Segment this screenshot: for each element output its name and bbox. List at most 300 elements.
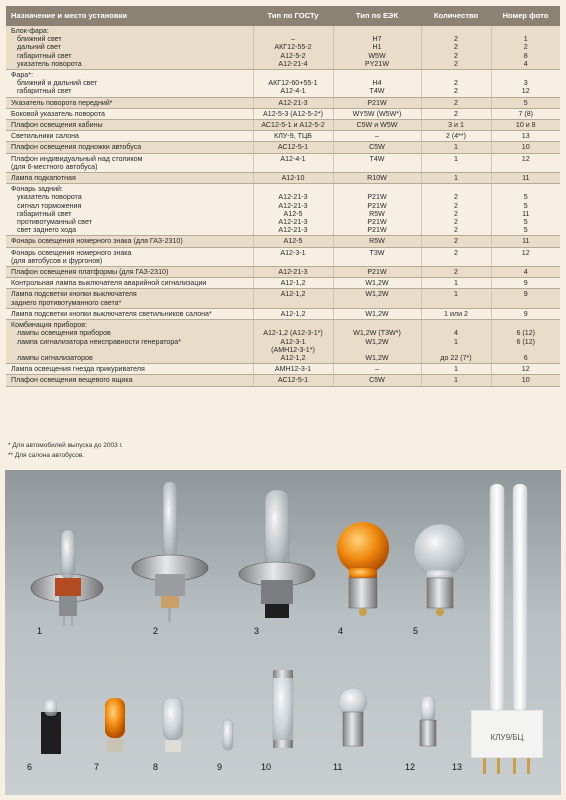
cell-eec: [333, 278, 421, 289]
cell-line: T4W: [369, 154, 385, 163]
cell-line: C5W: [369, 143, 385, 152]
cell-line: P21W: [367, 98, 387, 107]
cell-line: А12-21-3: [278, 98, 308, 107]
cell-photo: [491, 320, 560, 364]
cell-photo: [491, 120, 560, 131]
cell-photo: [491, 247, 560, 266]
cell-line: 1: [454, 143, 458, 152]
cell-quantity: [421, 142, 491, 153]
cell-line: Указатель поворота передний*: [11, 98, 113, 107]
cell-line: 2: [454, 35, 458, 44]
lamp-11-r5w: [339, 688, 367, 746]
photo-label-7: 7: [94, 762, 100, 772]
photo-label-12: 12: [405, 762, 416, 772]
lamp-13-marking: КЛУ9/БЦ: [490, 733, 524, 742]
cell-quantity: [421, 236, 491, 247]
cell-line: КЛУ-9, ТЦБ: [274, 132, 312, 141]
cell-gost: [253, 184, 333, 236]
table-row: [6, 173, 560, 184]
cell-quantity: [421, 97, 491, 108]
cell-line: 1: [454, 290, 458, 299]
cell-line: W1,2W: [365, 353, 389, 362]
cell-quantity: [421, 289, 491, 308]
cell-quantity: [421, 364, 491, 375]
cell-photo: [491, 153, 560, 172]
cell-line: [256, 321, 331, 329]
cell-purpose: [6, 97, 253, 108]
cell-line: 4: [454, 329, 458, 338]
cell-line: 5: [523, 201, 528, 210]
cell-line: (для 6-местного автобуса): [11, 162, 98, 171]
cell-line: [424, 321, 489, 329]
footnote-1: * Для автомобилей выпуска до 2003 г.: [8, 442, 123, 449]
cell-eec: [333, 70, 421, 98]
cell-line: 2: [454, 226, 458, 235]
cell-gost: [253, 278, 333, 289]
cell-line: 2: [454, 193, 458, 202]
cell-line: 2: [454, 87, 458, 96]
cell-purpose: [6, 108, 253, 119]
cell-eec: [333, 247, 421, 266]
table-row: [6, 184, 560, 236]
cell-photo: [491, 97, 560, 108]
cell-gost: [253, 142, 333, 153]
cell-eec: [333, 153, 421, 172]
cell-line: [424, 71, 489, 79]
cell-line: указатель поворота: [17, 59, 82, 68]
cell-line: [494, 346, 559, 354]
table-row: [6, 120, 560, 131]
cell-line: АМН12-3-1: [274, 365, 312, 374]
cell-line: 9: [523, 290, 528, 299]
cell-purpose: [6, 131, 253, 142]
cell-eec: [333, 173, 421, 184]
cell-photo: [491, 308, 560, 319]
photo-label-2: 2: [153, 626, 159, 636]
cell-line: указатель поворота: [17, 193, 82, 202]
table-row: [6, 247, 560, 266]
lamp-13-klu: [471, 484, 543, 774]
lamp-2-h1: [132, 482, 208, 622]
cell-line: T3W: [369, 248, 385, 257]
cell-purpose: [6, 120, 253, 131]
cell-eec: [333, 26, 421, 70]
cell-photo: [491, 267, 560, 278]
cell-gost: [253, 289, 333, 308]
cell-eec: [333, 289, 421, 308]
lamp-12-t4w: [420, 696, 436, 746]
cell-gost: [253, 375, 333, 386]
cell-line: Фонарь задний:: [11, 185, 63, 194]
cell-quantity: [421, 153, 491, 172]
cell-line: 1: [454, 376, 458, 385]
cell-eec: [333, 97, 421, 108]
cell-line: Плафон освещения платформы (для ГАЗ-2310): [11, 268, 169, 277]
cell-photo: [491, 173, 560, 184]
cell-line: А12-5-2: [280, 51, 306, 60]
cell-quantity: [421, 375, 491, 386]
cell-line: Лампа подсветки кнопки выключателя светильников салона*: [11, 309, 212, 318]
cell-line: 2: [454, 248, 458, 257]
cell-line: P21W: [367, 218, 387, 227]
lamp-10-c5w: [273, 670, 293, 748]
cell-line: 1: [523, 35, 528, 44]
cell-gost: [253, 131, 333, 142]
cell-line: [494, 27, 559, 35]
cell-line: C5W: [369, 376, 385, 385]
cell-line: –: [291, 35, 295, 44]
cell-line: 5: [523, 98, 528, 107]
cell-line: 6 (12): [516, 337, 536, 346]
cell-purpose: [6, 247, 253, 266]
photo-label-9: 9: [217, 762, 223, 772]
table-row: [6, 108, 560, 119]
cell-quantity: [421, 278, 491, 289]
cell-eec: [333, 108, 421, 119]
cell-eec: [333, 120, 421, 131]
cell-photo: [491, 142, 560, 153]
cell-quantity: [421, 131, 491, 142]
cell-line: [424, 27, 489, 35]
cell-line: Лампа подкапотная: [11, 174, 76, 183]
cell-line: АС12-5-1: [277, 143, 309, 152]
cell-line: Блок-фара:: [11, 27, 49, 35]
table-header-row: [6, 6, 560, 26]
cell-line: [336, 71, 419, 79]
cell-purpose: [6, 142, 253, 153]
cell-purpose: [6, 173, 253, 184]
cell-line: сигнал торможения: [17, 201, 82, 210]
cell-line: АКГ12-60+55-1: [268, 79, 318, 88]
cell-line: 11: [522, 209, 530, 218]
cell-line: А12-1,2 (А12-3-1*): [263, 329, 323, 338]
cell-line: Фонарь освещения номерного знака: [11, 248, 132, 257]
cell-line: 1: [454, 174, 458, 183]
cell-line: А12-5: [283, 209, 303, 218]
cell-line: W1,2W: [365, 337, 389, 346]
photo-label-1: 1: [37, 626, 43, 636]
cell-quantity: [421, 247, 491, 266]
cell-gost: [253, 108, 333, 119]
cell-line: Плафон освещения вещевого ящика: [11, 376, 133, 385]
cell-line: 10: [521, 143, 530, 152]
cell-eec: [333, 236, 421, 247]
lamp-9-w1-2w: [223, 720, 233, 750]
cell-line: А12-3-1: [280, 248, 306, 257]
cell-line: WY5W (W5W*): [352, 109, 402, 118]
cell-line: T4W: [369, 87, 385, 96]
cell-line: 2 (4**): [445, 132, 467, 141]
cell-purpose: [6, 289, 253, 308]
cell-line: ближний свет: [17, 35, 62, 44]
lamp-1-h7: [31, 530, 103, 626]
cell-line: заднего противотуманного света*: [11, 298, 122, 307]
cell-line: дальний свет: [17, 43, 61, 52]
cell-line: 12: [521, 248, 530, 257]
cell-line: 13: [521, 132, 530, 141]
col-header-purpose: Назначение и место установки: [6, 6, 253, 26]
cell-photo: [491, 131, 560, 142]
table-row: [6, 131, 560, 142]
cell-eec: [333, 308, 421, 319]
cell-line: P21W: [367, 193, 387, 202]
cell-line: 1: [454, 337, 458, 346]
lamp-5-p21w: [414, 524, 466, 616]
cell-quantity: [421, 173, 491, 184]
cell-line: 5: [523, 226, 528, 235]
cell-line: PY21W: [364, 59, 390, 68]
cell-line: 1: [454, 154, 458, 163]
cell-line: А12-5-3 (А12-5-2*): [263, 109, 323, 118]
cell-line: W5W: [368, 51, 386, 60]
cell-line: H4: [372, 79, 382, 88]
cell-line: до 22 (7*): [440, 353, 472, 362]
cell-quantity: [421, 184, 491, 236]
cell-purpose: [6, 236, 253, 247]
cell-line: Лампа подсветки кнопки выключателя: [11, 290, 137, 299]
cell-line: Плафон освещения подножки автобуса: [11, 143, 142, 152]
cell-quantity: [421, 26, 491, 70]
cell-line: [336, 27, 419, 35]
cell-gost: [253, 97, 333, 108]
cell-line: (для автобусов и фургонов): [11, 256, 103, 265]
cell-gost: [253, 153, 333, 172]
cell-line: 1: [454, 279, 458, 288]
cell-line: 12: [521, 154, 530, 163]
cell-line: H7: [372, 35, 382, 44]
cell-line: А12-21-3: [278, 268, 308, 277]
cell-eec: [333, 267, 421, 278]
cell-photo: [491, 364, 560, 375]
col-header-photo: Номер фото: [491, 6, 560, 26]
cell-line: Фара*:: [11, 71, 33, 80]
cell-line: [336, 346, 419, 354]
cell-line: 8: [523, 51, 528, 60]
cell-line: Плафон освещения кабины: [11, 121, 103, 130]
table-row: [6, 320, 560, 364]
cell-gost: [253, 236, 333, 247]
cell-quantity: [421, 320, 491, 364]
cell-line: габаритный свет: [17, 87, 72, 96]
cell-gost: [253, 320, 333, 364]
photo-label-3: 3: [254, 626, 260, 636]
cell-line: А12-1,2: [280, 279, 306, 288]
cell-line: 1: [454, 365, 458, 374]
cell-line: 9: [523, 279, 528, 288]
cell-line: R5W: [369, 209, 385, 218]
cell-line: 2: [454, 79, 458, 88]
cell-quantity: [421, 108, 491, 119]
cell-line: А12-1,2: [280, 309, 306, 318]
cell-line: 6: [523, 353, 528, 362]
cell-line: 6 (12): [516, 329, 536, 338]
cell-purpose: [6, 320, 253, 364]
lamp-8-w5w: [163, 698, 183, 752]
cell-line: лампы сигнализаторов: [17, 353, 93, 362]
cell-photo: [491, 70, 560, 98]
cell-line: 7 (8): [518, 109, 534, 118]
table-row: [6, 278, 560, 289]
table-row: [6, 289, 560, 308]
cell-quantity: [421, 120, 491, 131]
cell-line: свет заднего хода: [17, 226, 77, 235]
cell-line: R10W: [367, 174, 387, 183]
cell-line: Плафон индивидуальный над столиком: [11, 154, 143, 163]
cell-line: А12-1,2: [280, 353, 306, 362]
cell-line: [256, 185, 331, 193]
table-body: [6, 26, 560, 386]
cell-gost: [253, 247, 333, 266]
cell-line: [424, 185, 489, 193]
table-row: [6, 26, 560, 70]
cell-line: 2: [454, 59, 458, 68]
cell-line: Боковой указатель поворота: [11, 109, 105, 118]
cell-purpose: [6, 308, 253, 319]
col-header-eec: Тип по ЕЭК: [333, 6, 421, 26]
cell-line: А12-5: [283, 237, 303, 246]
col-header-gost: Тип по ГОСТу: [253, 6, 333, 26]
cell-line: 1 или 2: [444, 309, 468, 318]
cell-purpose: [6, 267, 253, 278]
cell-line: W1,2W (T3W*): [353, 329, 401, 338]
footnotes: [8, 441, 123, 461]
photo-label-4: 4: [338, 626, 344, 636]
cell-purpose: [6, 364, 253, 375]
cell-quantity: [421, 70, 491, 98]
table-row: [6, 236, 560, 247]
cell-line: А12-21-3: [278, 226, 308, 235]
cell-line: Фонарь освещения номерного знака (для ГАЗ-2310): [11, 237, 183, 246]
cell-eec: [333, 131, 421, 142]
cell-line: Контрольная лампа выключателя аварийной сигнализации: [11, 279, 207, 288]
cell-line: 12: [521, 87, 530, 96]
table-row: [6, 70, 560, 98]
cell-line: P21W: [367, 226, 387, 235]
cell-line: А12-4-1: [280, 87, 306, 96]
photo-label-11: 11: [333, 762, 343, 772]
cell-line: 11: [522, 237, 530, 246]
cell-line: –: [375, 132, 379, 141]
lamps-table: [6, 6, 560, 387]
lamp-7-wy5w: [105, 698, 125, 752]
photo-label-8: 8: [153, 762, 159, 772]
cell-line: лампа сигнализатора неисправности генератора*: [17, 337, 182, 346]
cell-line: габаритный свет: [17, 51, 72, 60]
cell-gost: [253, 364, 333, 375]
cell-line: АС12-5-1: [277, 376, 309, 385]
cell-line: [336, 321, 419, 329]
cell-eec: [333, 375, 421, 386]
cell-line: А12-21-3: [278, 201, 308, 210]
cell-line: Светильники салона: [11, 132, 80, 141]
table-row: [6, 142, 560, 153]
cell-line: АКГ12-55-2: [274, 43, 312, 52]
cell-gost: [253, 120, 333, 131]
cell-line: 10: [521, 376, 530, 385]
cell-purpose: [6, 278, 253, 289]
cell-eec: [333, 142, 421, 153]
cell-photo: [491, 108, 560, 119]
lamp-4-py21w: [337, 522, 389, 616]
col-header-quantity: Количество: [421, 6, 491, 26]
cell-photo: [491, 26, 560, 70]
cell-line: 2: [523, 43, 528, 52]
photo-label-5: 5: [413, 626, 419, 636]
cell-line: W1,2W: [365, 309, 389, 318]
cell-line: R5W: [369, 237, 385, 246]
cell-line: [494, 185, 559, 193]
cell-line: H1: [372, 43, 382, 52]
cell-line: [256, 27, 331, 35]
cell-line: противотуманный свет: [17, 218, 92, 227]
cell-line: габаритный свет: [17, 209, 72, 218]
cell-line: [336, 185, 419, 193]
cell-line: 3 и 1: [448, 121, 464, 130]
cell-gost: [253, 26, 333, 70]
cell-line: [494, 321, 559, 329]
cell-purpose: [6, 70, 253, 98]
cell-purpose: [6, 153, 253, 172]
cell-line: P21W: [367, 201, 387, 210]
table-row: [6, 97, 560, 108]
cell-gost: [253, 308, 333, 319]
cell-line: 5: [523, 218, 528, 227]
cell-eec: [333, 320, 421, 364]
cell-eec: [333, 184, 421, 236]
cell-gost: [253, 267, 333, 278]
cell-line: [11, 346, 251, 354]
cell-line: 2: [454, 51, 458, 60]
cell-line: P21W: [367, 268, 387, 277]
cell-line: 2: [454, 209, 458, 218]
cell-line: [256, 71, 331, 79]
cell-line: [494, 71, 559, 79]
cell-gost: [253, 173, 333, 184]
cell-line: 9: [523, 309, 528, 318]
lamp-3-h4: [239, 490, 315, 618]
cell-line: 2: [454, 268, 458, 277]
cell-quantity: [421, 308, 491, 319]
cell-line: АС12-5-1 и А12-5-2: [261, 121, 325, 130]
lamp-6: [41, 700, 61, 754]
cell-line: 4: [523, 268, 528, 277]
cell-line: (АМН12-3-1*): [271, 345, 315, 354]
photo-label-10: 10: [261, 762, 272, 772]
table-row: [6, 364, 560, 375]
table-row: [6, 375, 560, 386]
cell-gost: [253, 70, 333, 98]
table-row: [6, 153, 560, 172]
cell-line: 2: [454, 109, 458, 118]
cell-line: 2: [454, 237, 458, 246]
cell-eec: [333, 364, 421, 375]
cell-line: 2: [454, 43, 458, 52]
cell-line: 4: [523, 59, 528, 68]
cell-purpose: [6, 375, 253, 386]
cell-line: W1,2W: [365, 279, 389, 288]
cell-line: 2: [454, 98, 458, 107]
cell-line: Комбинация приборов:: [11, 321, 87, 330]
cell-line: C5W и W5W: [356, 121, 398, 130]
cell-photo: [491, 375, 560, 386]
photo-label-13: 13: [452, 762, 463, 772]
cell-line: А12-21-3: [278, 193, 308, 202]
footnote-2: ** Для салона автобусов.: [8, 452, 85, 459]
cell-line: W1,2W: [365, 290, 389, 299]
lamps-photo: [5, 470, 561, 795]
cell-line: А12-4-1: [280, 154, 306, 163]
cell-photo: [491, 184, 560, 236]
